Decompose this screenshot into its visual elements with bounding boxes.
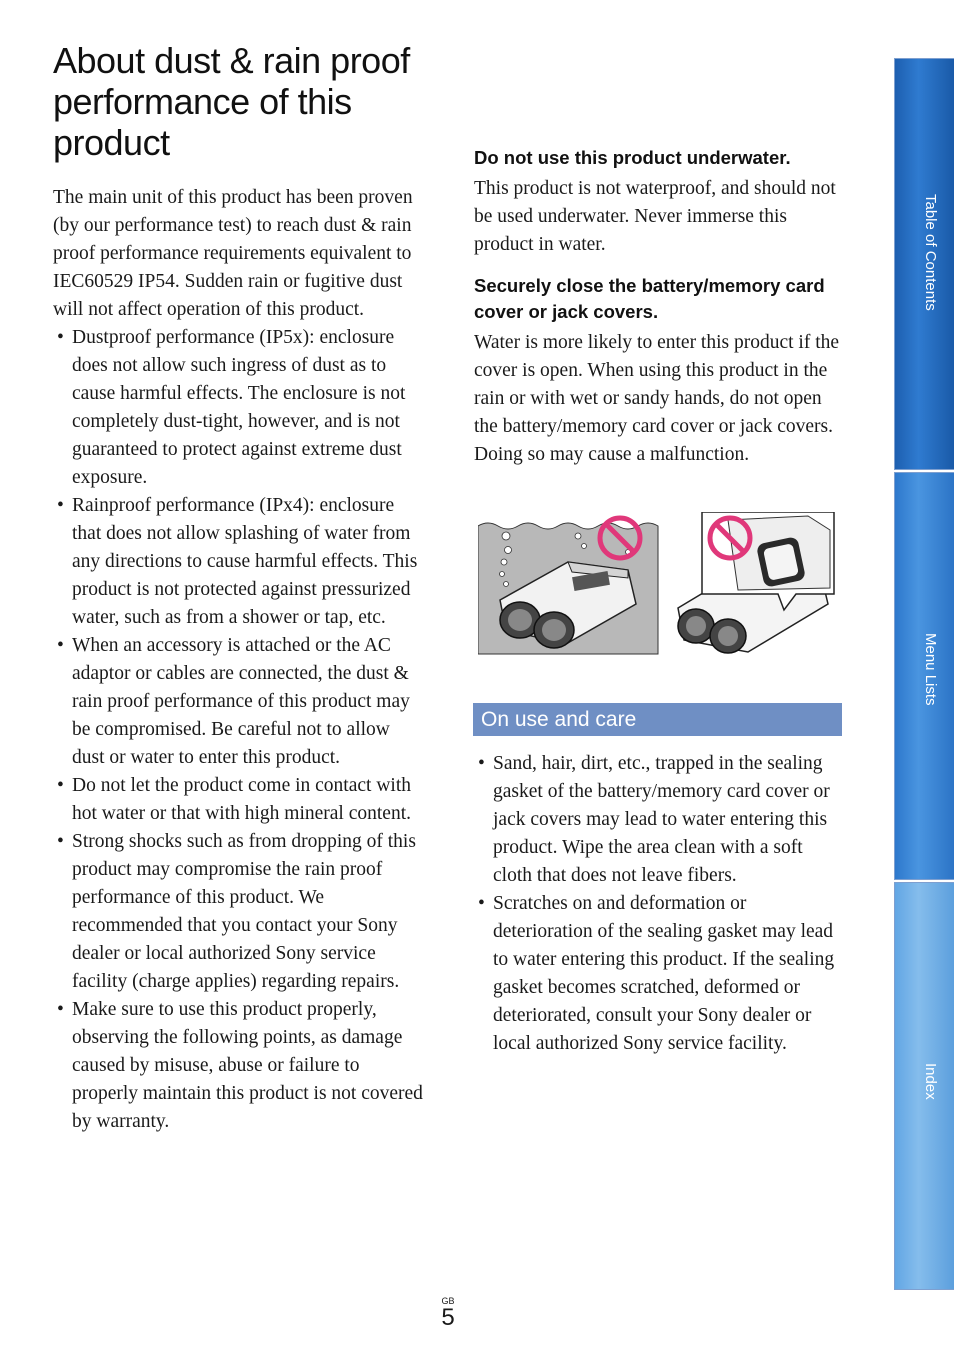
page-region-code: GB	[441, 1296, 455, 1306]
list-item: • Scratches on and deformation or deterioration of the sealing gasket may lead to water entering this product. If the sealing gasket becomes scratched, deformed or deteriorated, consult your Sony dealer or local authorized Sony service facility.	[474, 890, 846, 1058]
underwater-text: This product is not waterproof, and should not be used underwater. Never immerse this product in water.	[474, 178, 836, 255]
page-title: About dust & rain proof performance of this product	[53, 40, 410, 163]
list-item: • Make sure to use this product properly, observing the following points, as damage caused by misuse, abuse or failure to properly maintain this product is not covered by warranty.	[53, 996, 425, 1136]
underwater-heading: Do not use this product underwater.	[474, 147, 791, 168]
list-item: • Do not let the product come in contact with hot water or that with high mineral content.	[53, 772, 425, 828]
use-and-care-section	[474, 750, 846, 1058]
tab-label: Table of Contents	[922, 194, 939, 311]
use-and-care-heading: On use and care	[473, 703, 842, 736]
side-navigation-tabs	[894, 58, 954, 1290]
list-item: • Sand, hair, dirt, etc., trapped in the sealing gasket of the battery/memory card cover or jack covers may lead to water entering this product. Wipe the area clean with a soft cloth that does not leave fibers.	[474, 750, 846, 890]
covers-heading: Securely close the battery/memory card cover or jack covers.	[474, 275, 825, 322]
covers-text: Water is more likely to enter this product if the cover is open. When using this product in the rain or with wet or sandy hands, do not open the battery/memory card cover or jack covers. Doing so may cause a malfunction.	[474, 332, 840, 465]
list-item: • Strong shocks such as from dropping of this product may compromise the rain proof performance of this product. We recommended that you contact your Sony dealer or local authorized Sony service facility (charge applies) regarding repairs.	[53, 828, 425, 996]
use-and-care-bullet-list	[474, 750, 846, 1058]
list-item: • Rainproof performance (IPx4): enclosure that does not allow splashing of water from any directions to cause harmful effects. This product is not protected against pressurized water, such as from a shower or tap, etc.	[53, 492, 425, 632]
intro-paragraph: The main unit of this product has been proven (by our performance test) to reach dust & rain proof performance requirements equivalent to IEC60529 IP54. Sudden rain or fugitive dust will not affect operation of this product.	[53, 187, 413, 320]
open-cover-illustration	[678, 512, 834, 653]
tab-menu-lists[interactable]	[894, 472, 954, 880]
left-column	[53, 184, 425, 1136]
illustration-svg	[478, 512, 838, 657]
page-number-block	[438, 1296, 458, 1330]
list-item: • When an accessory is attached or the AC adaptor or cables are connected, the dust & rain proof performance of this product may be compromised. Be careful not to allow dust or water to enter this product.	[53, 632, 425, 772]
underwater-illustration	[478, 523, 658, 654]
right-column	[474, 145, 846, 469]
tab-label: Menu Lists	[922, 633, 939, 706]
warning-illustrations	[478, 512, 838, 657]
list-item: • Dustproof performance (IP5x): enclosure does not allow such ingress of dust as to cause harmful effects. The enclosure is not completely dust-tight, however, and is not guaranteed to protect against extreme dust exposure.	[53, 324, 425, 492]
tab-index[interactable]	[894, 882, 954, 1290]
tab-table-of-contents[interactable]	[894, 58, 954, 470]
tab-label: Index	[922, 1063, 939, 1100]
page-number: 5	[441, 1304, 455, 1331]
performance-bullet-list	[53, 324, 425, 1136]
